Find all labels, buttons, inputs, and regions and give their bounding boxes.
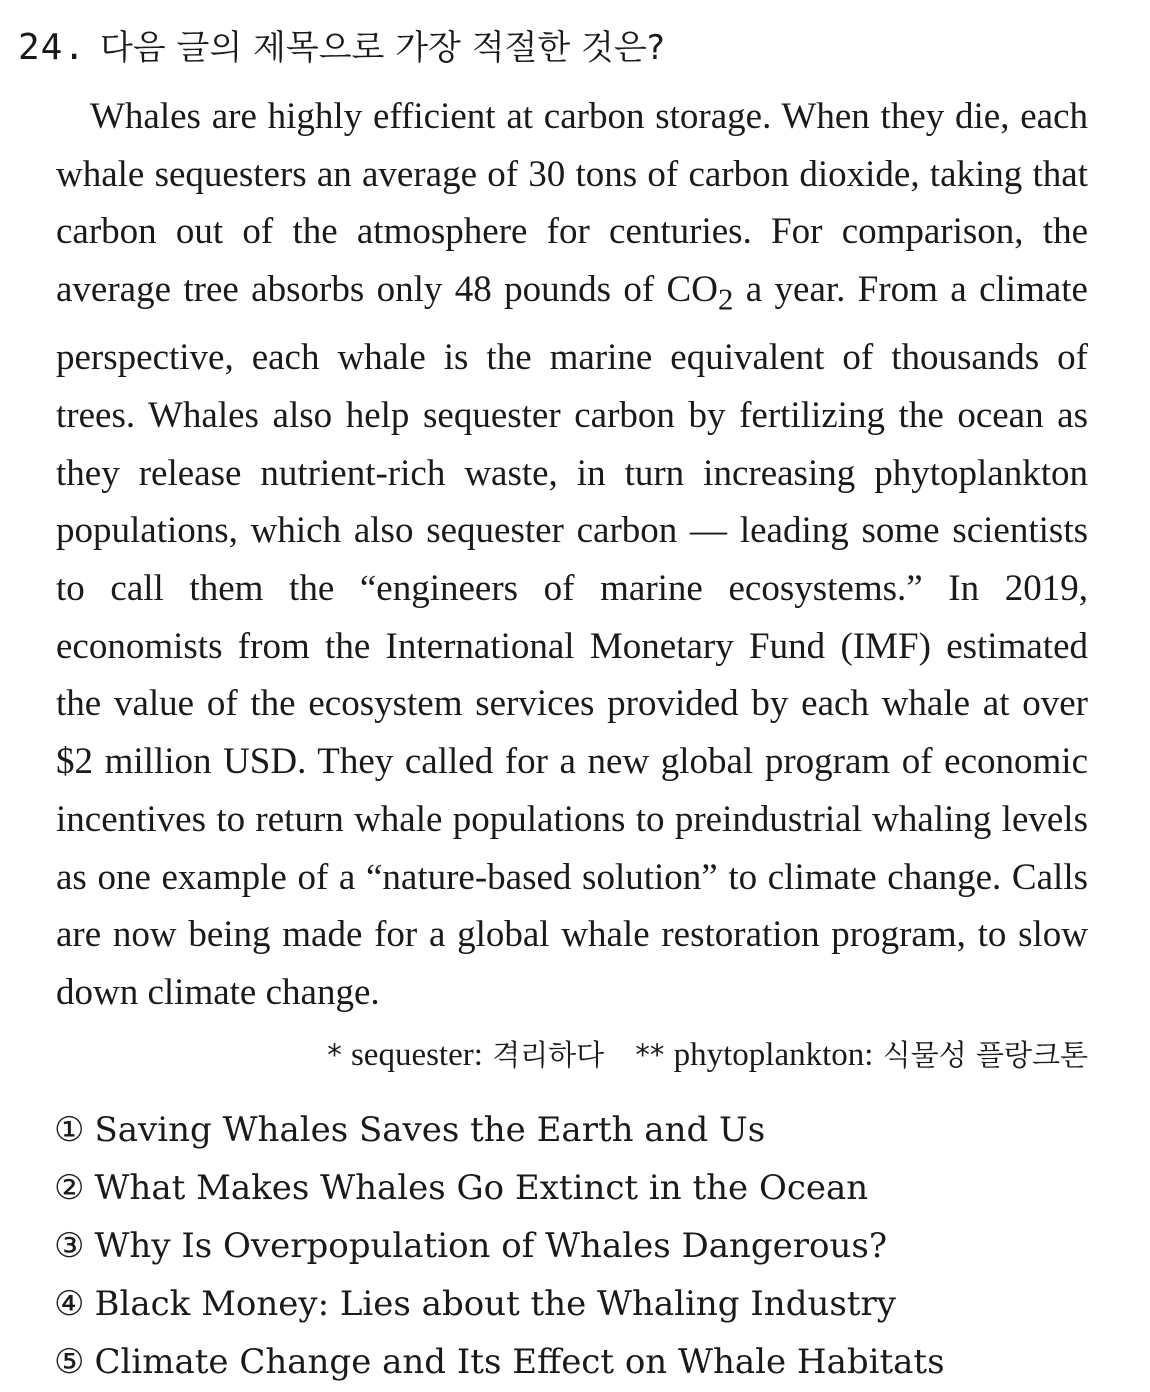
question-number: 24. xyxy=(18,27,87,68)
question-header xyxy=(18,22,665,74)
co2-subscript: 2 xyxy=(717,282,734,317)
question-prompt: 다음 글의 제목으로 가장 적절한 것은? xyxy=(100,28,665,68)
answer-option-4[interactable] xyxy=(54,1275,945,1333)
glossary-marker: ** xyxy=(635,1038,665,1072)
glossary xyxy=(327,1030,1088,1080)
option-text: What Makes Whales Go Extinct in the Ocean xyxy=(94,1168,869,1208)
option-marker: ① xyxy=(54,1110,85,1150)
answer-option-5[interactable] xyxy=(54,1333,945,1391)
answer-option-2[interactable] xyxy=(54,1159,945,1217)
glossary-term: sequester: xyxy=(350,1037,483,1073)
glossary-marker: * xyxy=(327,1038,342,1072)
option-marker: ⑤ xyxy=(54,1342,85,1382)
glossary-meaning: 격리하다 xyxy=(492,1038,605,1072)
answer-options xyxy=(54,1101,945,1391)
glossary-meaning: 식물성 플랑크톤 xyxy=(882,1038,1088,1072)
option-marker: ④ xyxy=(54,1284,85,1324)
option-text: Why Is Overpopulation of Whales Dangerous? xyxy=(94,1226,888,1266)
glossary-term: phytoplankton: xyxy=(673,1037,874,1073)
option-text: Black Money: Lies about the Whaling Industry xyxy=(94,1284,896,1324)
passage-text-2: a year. From a climate perspective, each whale is the marine equivalent of thousands of trees. Whales also help sequester carbon by fertilizing the ocean as they release nutrient-rich waste, in turn increasing phytoplankton populations, which also sequester carbon — leading some scientists to call them the “engineers of marine ecosystems.” In 2019, economists from the International Monetary Fund (IMF) estimated the value of the ecosystem services provided by each whale at over $2 million USD. They called for a new global program of economic incentives to return whale populations to preindustrial whaling levels as one example of a “nature-based solution” to climate change. Calls are now being made for a global whale restoration program, to slow down climate change. xyxy=(56,269,1088,1013)
option-marker: ② xyxy=(54,1168,85,1208)
passage-text-1: Whales are highly efficient at carbon storage. When they die, each whale sequesters an average of 30 tons of carbon dioxide, taking that carbon out of the atmosphere for centuries. For comparison, the average tree absorbs only 48 pounds of CO xyxy=(56,96,1088,311)
answer-option-1[interactable] xyxy=(54,1101,945,1159)
option-text: Climate Change and Its Effect on Whale Habitats xyxy=(94,1342,945,1382)
option-marker: ③ xyxy=(54,1226,85,1266)
answer-option-3[interactable] xyxy=(54,1217,945,1275)
passage xyxy=(56,88,1088,1022)
option-text: Saving Whales Saves the Earth and Us xyxy=(94,1110,766,1150)
